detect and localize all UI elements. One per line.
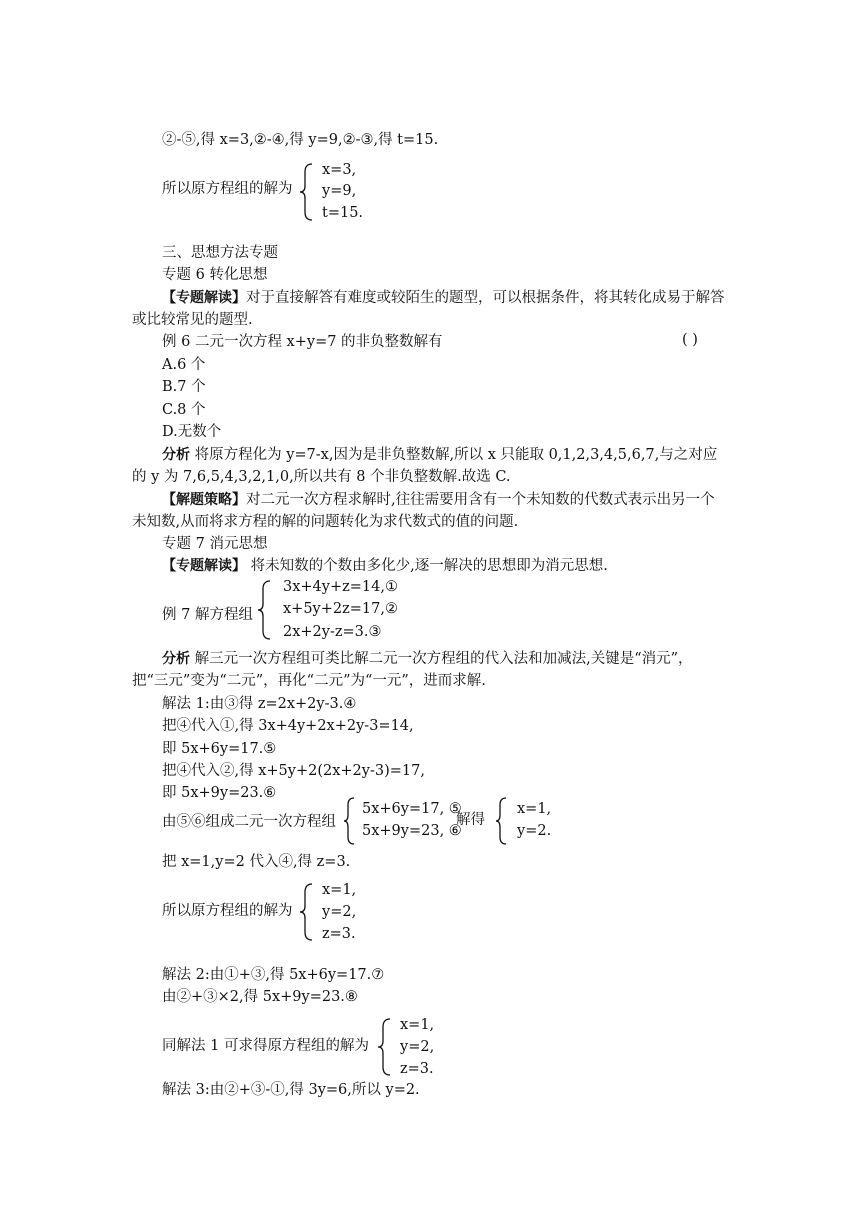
paragraph-body: 对二元一次方程求解时,往往需要用含有一个未知数的代数式表示出另一个未知数,从而将求方程的解的问题转化为求代数式的值的问题. xyxy=(132,492,715,530)
paragraph xyxy=(162,556,608,576)
equation: y=2. xyxy=(517,823,552,839)
equation: 5x+9y=23, ⑥ xyxy=(362,823,462,839)
equation: x+5y+2z=17,② xyxy=(283,601,398,617)
equation: y=2, xyxy=(400,1039,435,1055)
text-line: 解法 2:由①+③,得 5x+6y=17.⑦ xyxy=(162,967,385,983)
text-line: 把 x=1,y=2 代入④,得 z=3. xyxy=(162,854,351,870)
paragraph-head: 【专题解读】 xyxy=(162,290,246,306)
paragraph xyxy=(132,648,728,692)
system-label: 所以原方程组的解为 xyxy=(162,181,293,197)
equation-system xyxy=(162,796,582,848)
topic-heading: 专题 6 转化思想 xyxy=(162,267,268,283)
equation: x=3, xyxy=(322,162,357,178)
equation: y=9, xyxy=(322,183,357,199)
paragraph xyxy=(132,287,728,331)
paragraph xyxy=(132,444,728,488)
system-label: 同解法 1 可求得原方程组的解为 xyxy=(162,1038,369,1054)
left-brace-icon xyxy=(256,579,272,641)
equation: z=3. xyxy=(322,926,356,942)
answer-blank: ( ) xyxy=(682,332,698,348)
left-brace-icon xyxy=(494,796,508,846)
equation: z=3. xyxy=(400,1061,434,1077)
option-a: A.6 个 xyxy=(162,357,206,373)
example-question: 例 6 二元一次方程 x+y=7 的非负整数解有 xyxy=(162,334,443,350)
text-line: 解得 xyxy=(456,812,485,828)
equation: x=1, xyxy=(400,1017,435,1033)
equation: y=2, xyxy=(322,904,357,920)
text-line: 解法 3:由②+③-①,得 3y=6,所以 y=2. xyxy=(162,1082,420,1098)
equation-system xyxy=(162,577,422,643)
option-d: D.无数个 xyxy=(162,424,222,440)
text-line: 解法 1:由③得 z=2x+2y-3.④ xyxy=(162,696,357,712)
paragraph-body: 将原方程化为 y=7-x,因为是非负整数解,所以 x 只能取 0,1,2,3,4,5,6,7,与之对应的 y 为 7,6,5,4,3,2,1,0,所以共有 8 个非负整数解.故选 C. xyxy=(132,447,718,485)
solution-system xyxy=(162,880,382,944)
system-label: 所以原方程组的解为 xyxy=(162,903,293,919)
system-label: 例 7 解方程组 xyxy=(162,607,253,623)
paragraph-body: 对于直接解答有难度或较陌生的题型，可以根据条件，将其转化成易于解答或比较常见的题型. xyxy=(132,290,725,328)
equation: 2x+2y-z=3.③ xyxy=(283,624,382,640)
topic-heading: 专题 7 消元思想 xyxy=(162,536,268,552)
left-brace-icon xyxy=(376,1017,392,1077)
text-line: 把④代入②,得 x+5y+2(2x+2y-3)=17, xyxy=(162,763,425,779)
equation: x=1, xyxy=(517,801,552,817)
system-label: 由⑤⑥组成二元一次方程组 xyxy=(162,814,336,830)
solution-system xyxy=(162,1015,462,1079)
equation: x=1, xyxy=(322,882,357,898)
section-heading: 三、思想方法专题 xyxy=(162,245,278,261)
text-line: 即 5x+6y=17.⑤ xyxy=(162,741,277,757)
left-brace-icon xyxy=(342,796,356,846)
paragraph-body: 将未知数的个数由多化少,逐一解决的思想即为消元思想. xyxy=(246,558,608,574)
text-line: 由②+③×2,得 5x+9y=23.⑧ xyxy=(162,989,358,1005)
equation: t=15. xyxy=(322,205,364,221)
text-line: 把④代入①,得 3x+4y+2x+2y-3=14, xyxy=(162,718,414,734)
paragraph-head: 【解题策略】 xyxy=(162,492,246,508)
paragraph xyxy=(132,489,728,533)
text-line: ②-⑤,得 x=3,②-④,得 y=9,②-③,得 t=15. xyxy=(162,132,439,148)
paragraph-head: 分析 xyxy=(162,651,190,667)
option-c: C.8 个 xyxy=(162,402,206,418)
text-line: 即 5x+9y=23.⑥ xyxy=(162,785,277,801)
solution-system xyxy=(162,160,362,224)
option-b: B.7 个 xyxy=(162,379,206,395)
paragraph-head: 分析 xyxy=(162,447,190,463)
left-brace-icon xyxy=(298,882,314,942)
equation: 3x+4y+z=14,① xyxy=(283,579,398,595)
equation: 5x+6y=17, ⑤ xyxy=(362,801,462,817)
paragraph-body: 解三元一次方程组可类比解二元一次方程组的代入法和加减法,关键是“消元”，把“三元”变为“二元”，再化“二元”为“一元”，进而求解. xyxy=(132,651,693,689)
paragraph-head: 【专题解读】 xyxy=(162,558,246,574)
left-brace-icon xyxy=(298,162,314,222)
